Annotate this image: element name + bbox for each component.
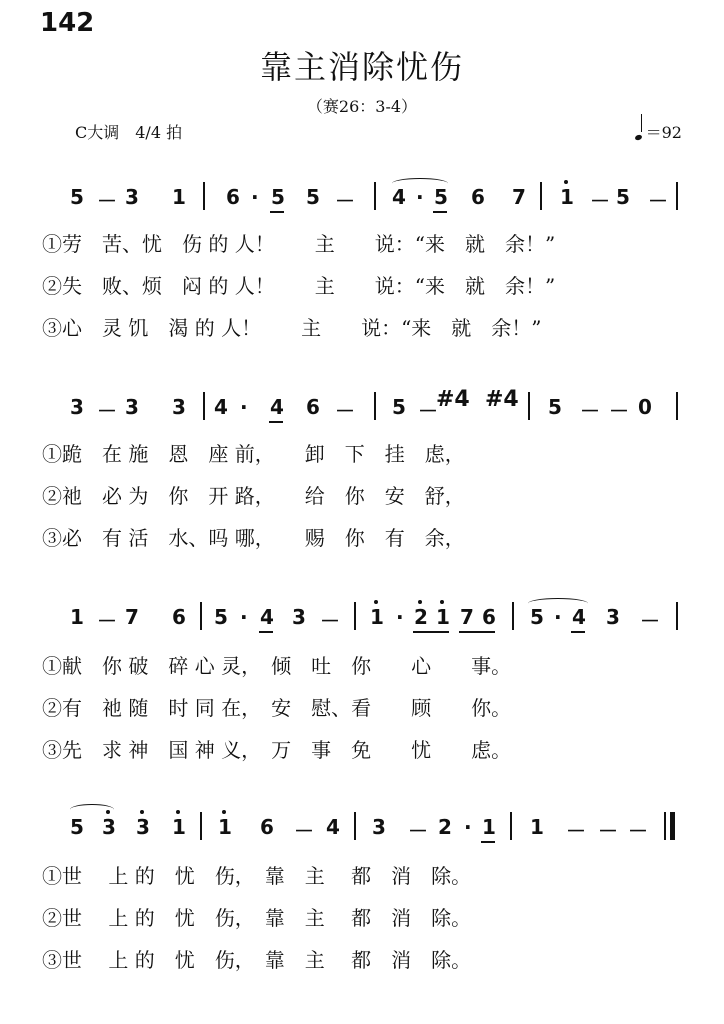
note: 6 xyxy=(260,815,274,839)
lyric-line: ③先 求 神 国 神 义， 万 事 免 忧 虑。 xyxy=(42,738,512,762)
dash: － xyxy=(335,399,355,423)
lyric-line: ③必 有 活 水、吗 哪， 赐 你 有 余， xyxy=(42,526,465,550)
lyric-line: ①献 你 破 碎 心 灵， 倾 吐 你 心 事。 xyxy=(42,654,512,678)
lyric-line: ③心 灵 饥 渴 的 人！ 主 说：“来 就 余！” xyxy=(42,316,542,340)
lyric-line: ①世 上 的 忧 伤， 靠 主 都 消 除。 xyxy=(42,864,472,888)
lyric-line: ①劳 苦、忧 伤 的 人！ 主 说：“来 就 余！” xyxy=(42,232,556,256)
note: 2 xyxy=(438,815,452,839)
page-title: 靠主消除忧伤 xyxy=(259,48,464,86)
dash: － xyxy=(648,189,668,213)
barline xyxy=(354,812,356,840)
note: 5 xyxy=(530,605,544,629)
note: 3 xyxy=(372,815,386,839)
lyric-line: ②世 上 的 忧 伤， 靠 主 都 消 除。 xyxy=(42,906,472,930)
note-sharp: #4 xyxy=(485,387,519,412)
slur xyxy=(528,598,588,609)
high-octave-dot xyxy=(374,600,378,604)
note: 3 xyxy=(125,395,139,419)
dash: － xyxy=(628,819,648,843)
high-octave-dot xyxy=(222,810,226,814)
note: 6 xyxy=(306,395,320,419)
high-octave-dot xyxy=(418,600,422,604)
underline xyxy=(270,211,284,213)
barline xyxy=(510,812,512,840)
note: 5 xyxy=(548,395,562,419)
note-stem xyxy=(641,114,642,132)
lyric-line: ③世 上 的 忧 伤， 靠 主 都 消 除。 xyxy=(42,948,472,972)
barline xyxy=(676,392,678,420)
note: 3 xyxy=(606,605,620,629)
note: 5 xyxy=(392,395,406,419)
note: 3 xyxy=(172,395,186,419)
note: 1 xyxy=(172,815,186,839)
note: 4 xyxy=(260,605,274,629)
dash: － xyxy=(609,399,629,423)
note: 0 xyxy=(638,395,652,419)
note: 1 xyxy=(70,605,84,629)
dash: － xyxy=(97,399,117,423)
dot: · xyxy=(251,185,259,209)
final-barline-thick xyxy=(670,812,675,840)
barline xyxy=(200,812,202,840)
note: 5 xyxy=(70,815,84,839)
note: 5 xyxy=(434,185,448,209)
underline xyxy=(413,631,449,633)
underline xyxy=(571,631,585,633)
dash: － xyxy=(408,819,428,843)
dot: · xyxy=(416,185,424,209)
note: 6 xyxy=(471,185,485,209)
quarter-note-icon xyxy=(634,134,642,141)
note: 2 xyxy=(414,605,428,629)
dash: － xyxy=(97,609,117,633)
tempo-marking xyxy=(635,120,682,143)
lyric-line: ②失 败、烦 闷 的 人！ 主 说：“来 就 余！” xyxy=(42,274,556,298)
note: 5 xyxy=(306,185,320,209)
note: 4 xyxy=(572,605,586,629)
note: 6 xyxy=(226,185,240,209)
underline xyxy=(433,211,447,213)
barline xyxy=(540,182,542,210)
note: 4 xyxy=(392,185,406,209)
dash: － xyxy=(294,819,314,843)
barline xyxy=(200,602,202,630)
dot: · xyxy=(554,605,562,629)
note: 1 xyxy=(530,815,544,839)
high-octave-dot xyxy=(176,810,180,814)
note: 1 xyxy=(482,815,496,839)
key-signature: C大调 4/4 拍 xyxy=(75,123,183,142)
note: 1 xyxy=(560,185,574,209)
high-octave-dot xyxy=(140,810,144,814)
slur xyxy=(70,804,114,815)
note: 4 xyxy=(270,395,284,419)
hymn-number: 142 xyxy=(40,8,95,38)
note-sharp: #4 xyxy=(436,387,470,412)
dot: · xyxy=(464,815,472,839)
slur xyxy=(392,178,448,189)
note: 7 xyxy=(125,605,139,629)
lyric-line: ①跪 在 施 恩 座 前， 卸 下 挂 虑， xyxy=(42,442,465,466)
barline xyxy=(512,602,514,630)
dot: · xyxy=(240,395,248,419)
note: 4 xyxy=(326,815,340,839)
note: 1 xyxy=(218,815,232,839)
note: 1 xyxy=(172,185,186,209)
note: 1 xyxy=(370,605,384,629)
barline xyxy=(676,602,678,630)
dash: － xyxy=(598,819,618,843)
barline xyxy=(374,182,376,210)
barline xyxy=(203,392,205,420)
high-octave-dot xyxy=(564,180,568,184)
note: 6 xyxy=(482,605,496,629)
note: 7 xyxy=(460,605,474,629)
high-octave-dot xyxy=(440,600,444,604)
dash: － xyxy=(590,189,610,213)
note: 5 xyxy=(70,185,84,209)
lyric-line: ②祂 必 为 你 开 路， 给 你 安 舒， xyxy=(42,484,465,508)
underline xyxy=(481,841,495,843)
dash: － xyxy=(320,609,340,633)
note: 3 xyxy=(292,605,306,629)
scripture-reference: （赛26：3-4） xyxy=(306,97,418,116)
barline xyxy=(354,602,356,630)
barline xyxy=(203,182,205,210)
barline xyxy=(528,392,530,420)
dash: － xyxy=(97,189,117,213)
note: 5 xyxy=(214,605,228,629)
note: 3 xyxy=(102,815,116,839)
note: 7 xyxy=(512,185,526,209)
underline xyxy=(459,631,495,633)
note: 6 xyxy=(172,605,186,629)
final-barline-thin xyxy=(664,812,666,840)
underline xyxy=(269,421,283,423)
dot: · xyxy=(396,605,404,629)
barline xyxy=(374,392,376,420)
dash: － xyxy=(418,399,438,423)
note: 3 xyxy=(136,815,150,839)
underline xyxy=(259,631,273,633)
note: 1 xyxy=(436,605,450,629)
tempo-value: ＝92 xyxy=(645,123,682,142)
dash: － xyxy=(580,399,600,423)
note: 5 xyxy=(271,185,285,209)
dash: － xyxy=(335,189,355,213)
dash: － xyxy=(566,819,586,843)
note: 5 xyxy=(616,185,630,209)
note: 3 xyxy=(125,185,139,209)
barline xyxy=(676,182,678,210)
dash: － xyxy=(640,609,660,633)
note: 4 xyxy=(214,395,228,419)
lyric-line: ②有 祂 随 时 同 在， 安 慰、看 顾 你。 xyxy=(42,696,512,720)
note: 3 xyxy=(70,395,84,419)
dot: · xyxy=(240,605,248,629)
